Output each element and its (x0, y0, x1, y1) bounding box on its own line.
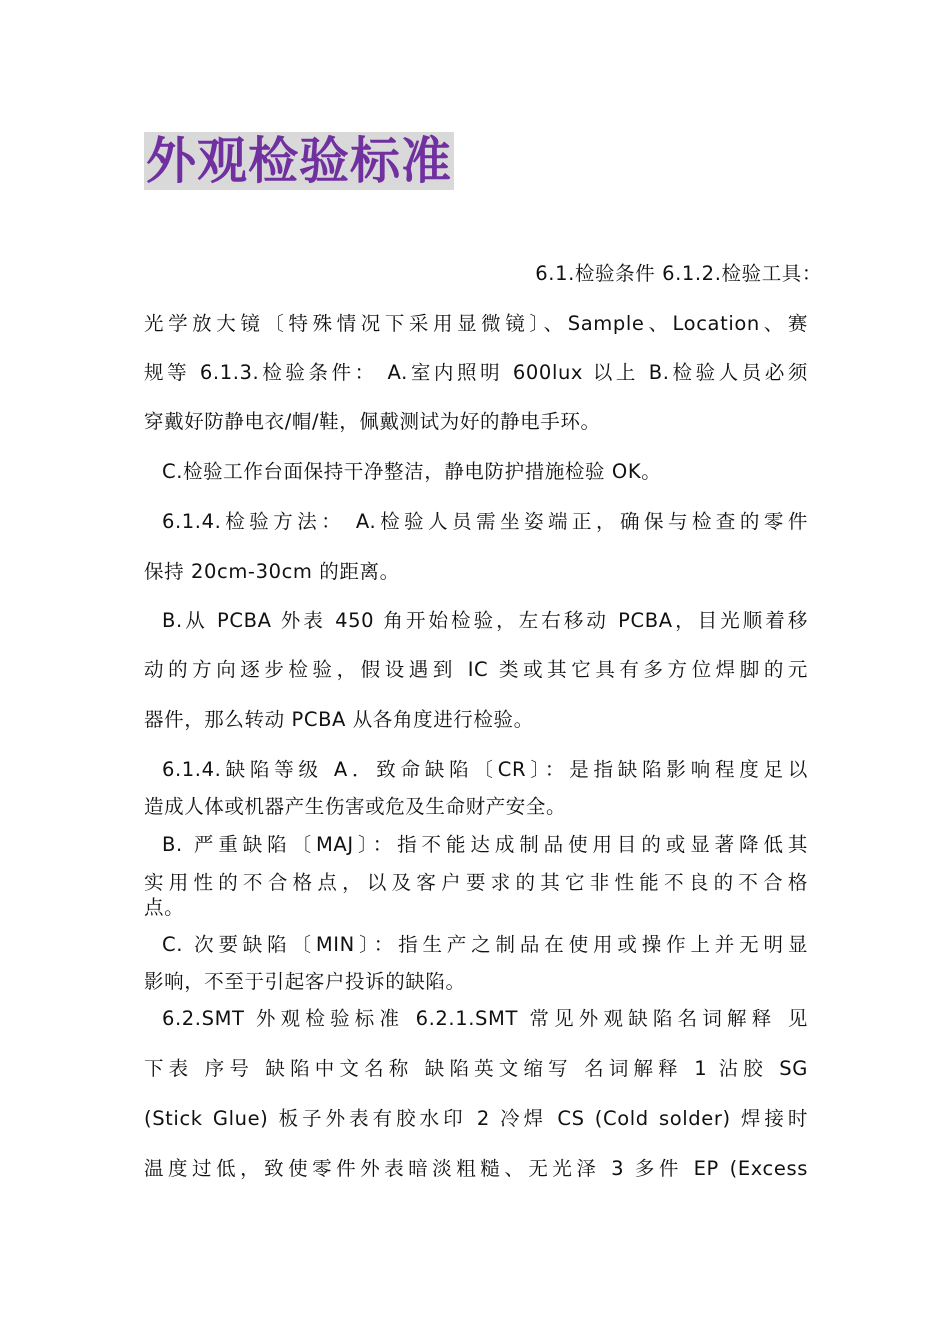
paragraph-line: 6.1.4.检验方法： A.检验人员需坐姿端正，确保与检查的零件 (162, 510, 808, 533)
paragraph-line: 保持 20cm-30cm 的距离。 (144, 560, 400, 583)
paragraph-line: 点。 (144, 896, 185, 919)
paragraph-line: C. 次要缺陷〔MIN〕：指生产之制品在使用或操作上并无明显 (162, 933, 808, 956)
document-title: 外观检验标准 (146, 132, 452, 190)
paragraph-line: 穿戴好防静电衣/帽/鞋，佩戴测试为好的静电手环。 (144, 410, 601, 433)
paragraph-line: 6.2.SMT 外观检验标准 6.2.1.SMT 常见外观缺陷名词解释 见 (162, 1007, 808, 1030)
paragraph-line: 6.1.4.缺陷等级 A．致命缺陷〔CR〕：是指缺陷影响程度足以 (162, 758, 808, 781)
paragraph-line: B. 严重缺陷〔MAJ〕：指不能达成制品使用目的或显著降低其 (162, 833, 808, 856)
paragraph-line: 影响，不至于引起客户投诉的缺陷。 (144, 970, 466, 993)
paragraph-line: B.从 PCBA 外表 450 角开始检验，左右移动 PCBA，目光顺着移 (162, 609, 808, 632)
paragraph-line: 实用性的不合格点，以及客户要求的其它非性能不良的不合格 (144, 871, 808, 894)
paragraph-line: C.检验工作台面保持干净整洁，静电防护措施检验 OK。 (162, 460, 662, 483)
paragraph-line: 造成人体或机器产生伤害或危及生命财产安全。 (144, 795, 567, 818)
paragraph-line: 规等 6.1.3.检验条件： A.室内照明 600lux 以上 B.检验人员必须 (144, 361, 808, 384)
paragraph-line: (Stick Glue) 板子外表有胶水印 2 冷焊 CS (Cold solder) 焊接时 (144, 1107, 808, 1130)
paragraph-line: 动的方向逐步检验，假设遇到 IC 类或其它具有多方位焊脚的元 (144, 658, 808, 681)
paragraph-line: 温度过低，致使零件外表暗淡粗糙、无光泽 3 多件 EP (Excess (144, 1157, 808, 1180)
paragraph-line: 6.1.检验条件 6.1.2.检验工具： (535, 262, 822, 285)
paragraph-line: 光学放大镜〔特殊情况下采用显微镜〕、Sample、Location、赛 (144, 312, 808, 335)
paragraph-line: 器件，那么转动 PCBA 从各角度进行检验。 (144, 708, 534, 731)
paragraph-line: 下表 序号 缺陷中文名称 缺陷英文缩写 名词解释 1 沾胶 SG (144, 1057, 808, 1080)
